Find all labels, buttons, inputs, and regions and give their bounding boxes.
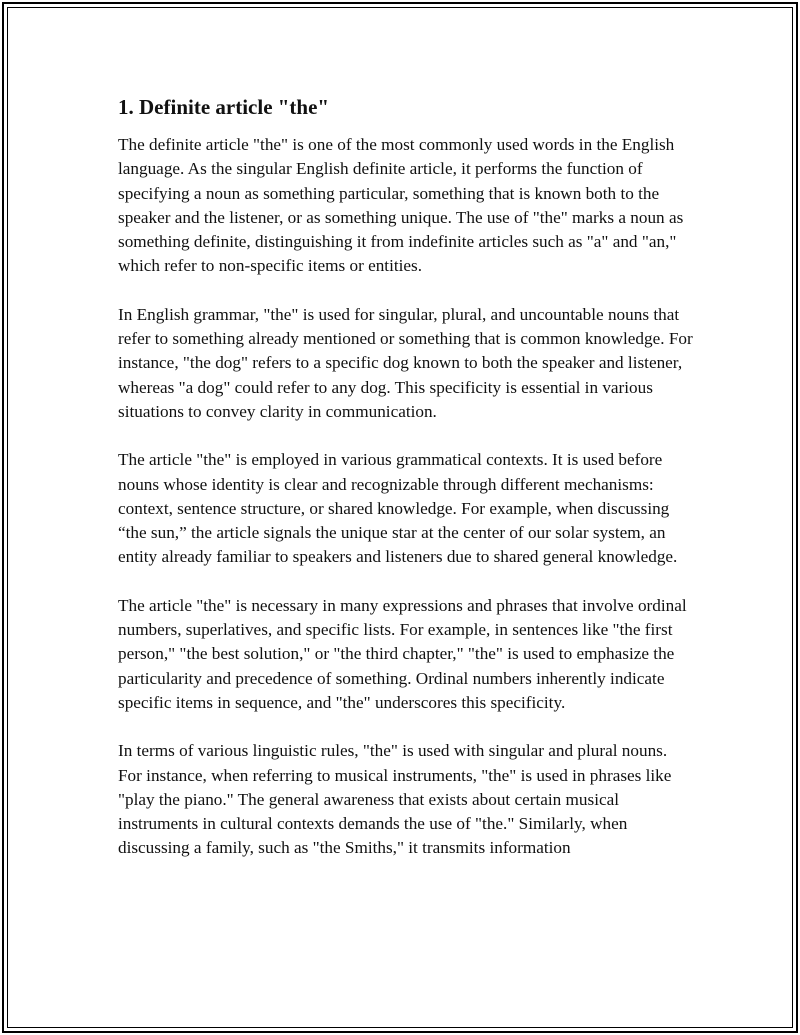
paragraph-2: In English grammar, "the" is used for singular, plural, and uncountable nouns that refer to something already mentioned or something that is common knowledge. For instance, "the dog" refers to a specific dog known to both the speaker and listener, whereas "a dog" could refer to any dog. This specificity is essential in various situations to convey clarity in communication.: [118, 304, 693, 421]
paragraph-5: In terms of various linguistic rules, "the" is used with singular and plural nouns. For instance, when referring to musical instruments, "the" is used in phrases like "play the piano." The general awareness that exists about certain musical instruments in cultural contexts demands the use of "the." Similarly, when discussing a family, such as "the Smiths," it transmits information: [118, 741, 672, 858]
paragraph-3: The article "the" is employed in various grammatical contexts. It is used before nouns whose identity is clear and recognizable through different mechanisms: context, sentence structure, or shared knowledge. For example, when discussing “the sun,” the article signals the unique star at the center of our solar system, an entity already familiar to speakers and listeners due to shared general knowledge.: [118, 450, 678, 567]
document-body: [118, 93, 693, 885]
paragraph-4: The article "the" is necessary in many expressions and phrases that involve ordinal numbers, superlatives, and specific lists. For example, in sentences like "the first person," "the best solution," or "the third chapter," "the" is used to emphasize the particularity and precedence of something. Ordinal numbers inherently indicate specific items in sequence, and "the" underscores this specificity.: [118, 595, 687, 712]
paragraph-1: The definite article "the" is one of the most commonly used words in the English language. As the singular English definite article, it performs the function of specifying a noun as something particular, something that is known both to the speaker and the listener, or as something unique. The use of "the" marks a noun as something definite, distinguishing it from indefinite articles such as "a" and "an," which refer to non-specific items or entities.: [118, 135, 684, 276]
section-heading: 1. Definite article "the": [118, 95, 330, 119]
